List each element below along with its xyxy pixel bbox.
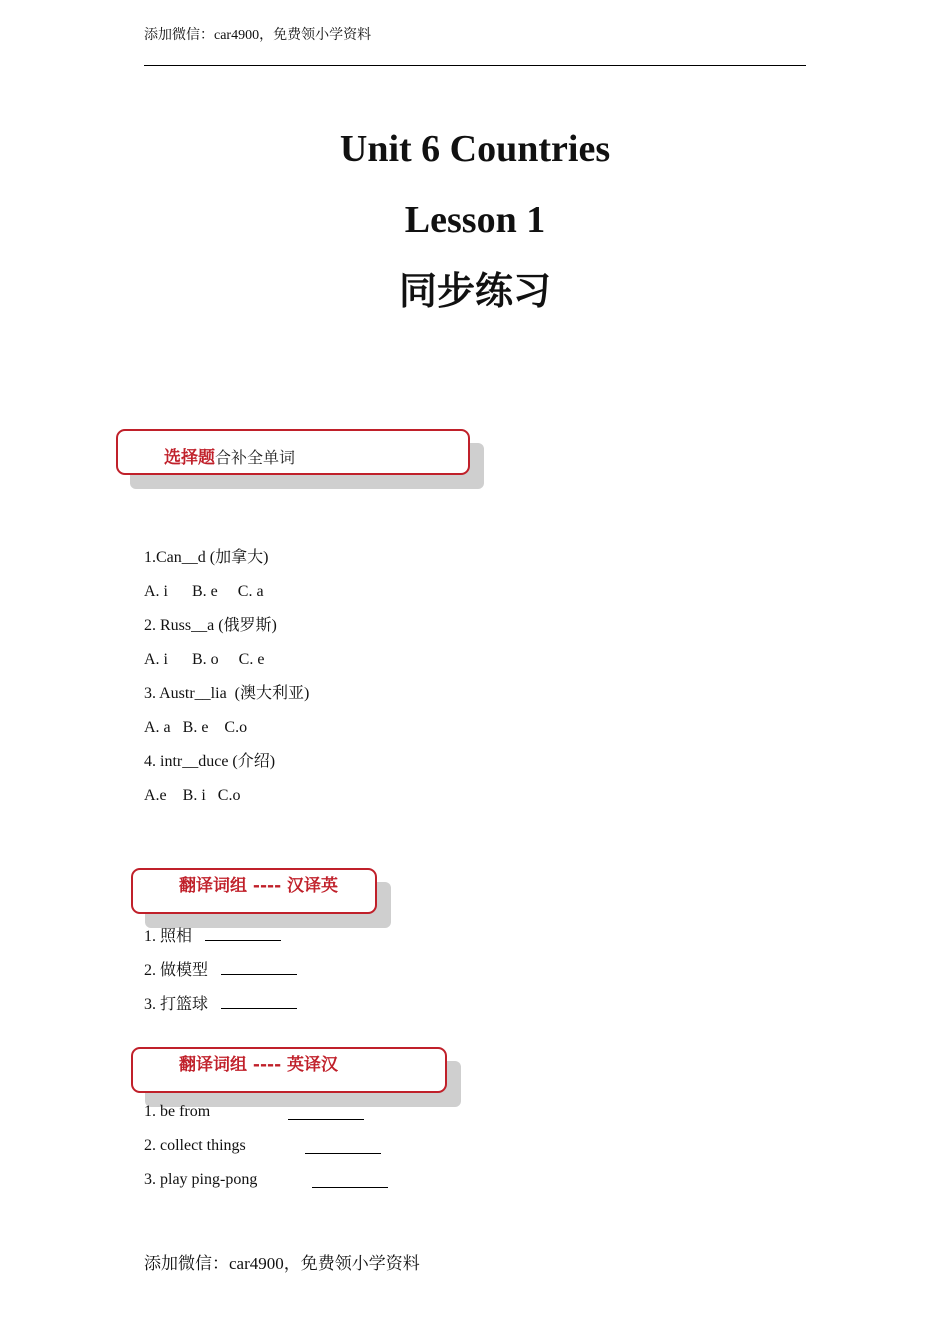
question-4: 4. intr__duce (介绍) bbox=[144, 753, 276, 770]
question-4-options: A.e B. i C.o bbox=[144, 787, 241, 804]
answer-blank[interactable] bbox=[305, 1137, 381, 1154]
translate-en-2 bbox=[144, 1135, 246, 1157]
translate-cn-1 bbox=[144, 924, 281, 948]
practice-title: 同步练习 bbox=[398, 269, 551, 313]
question-2: 2. Russ__a (俄罗斯) bbox=[144, 617, 277, 634]
section-1-header bbox=[116, 429, 470, 475]
answer-blank[interactable] bbox=[221, 992, 297, 1009]
header-divider bbox=[144, 65, 806, 66]
translate-cn-3-text: 3. 打篮球 bbox=[144, 996, 209, 1013]
translate-cn-2-text: 2. 做模型 bbox=[144, 962, 209, 979]
translate-en-1-text: 1. be from bbox=[144, 1103, 211, 1120]
section-2-header bbox=[131, 868, 377, 914]
translate-cn-1-text: 1. 照相 bbox=[144, 928, 193, 945]
question-1-options: A. i B. e C. a bbox=[144, 583, 264, 600]
section-3-label: 翻译词组 ---- 英译汉 bbox=[179, 1055, 339, 1075]
section-1-label-rest: 合补全单词 bbox=[215, 448, 296, 467]
question-1: 1.Can__d (加拿大) bbox=[144, 549, 269, 566]
section-3-header bbox=[131, 1047, 447, 1093]
lesson-title: Lesson 1 bbox=[404, 199, 546, 241]
translate-en-1 bbox=[144, 1101, 210, 1123]
answer-blank[interactable] bbox=[205, 924, 281, 941]
translate-cn-2 bbox=[144, 958, 297, 982]
question-2-options: A. i B. o C. e bbox=[144, 651, 265, 668]
translate-cn-3 bbox=[144, 992, 297, 1016]
question-3: 3. Austr__lia (澳大利亚) bbox=[144, 685, 310, 702]
footer-text: 添加微信：car4900，免费领小学资料 bbox=[144, 1254, 420, 1273]
translate-en-3-text: 3. play ping-pong bbox=[144, 1171, 258, 1188]
question-3-options: A. a B. e C.o bbox=[144, 719, 248, 736]
translate-en-3 bbox=[144, 1169, 257, 1191]
unit-title: Unit 6 Countries bbox=[339, 128, 611, 170]
translate-en-2-text: 2. collect things bbox=[144, 1137, 246, 1154]
section-2-label: 翻译词组 ---- 汉译英 bbox=[179, 876, 339, 896]
answer-blank[interactable] bbox=[288, 1103, 364, 1120]
answer-blank[interactable] bbox=[312, 1171, 388, 1188]
answer-blank[interactable] bbox=[221, 958, 297, 975]
section-1-label-red: 选择题 bbox=[164, 448, 215, 468]
header-text: 添加微信：car4900，免费领小学资料 bbox=[144, 28, 372, 43]
